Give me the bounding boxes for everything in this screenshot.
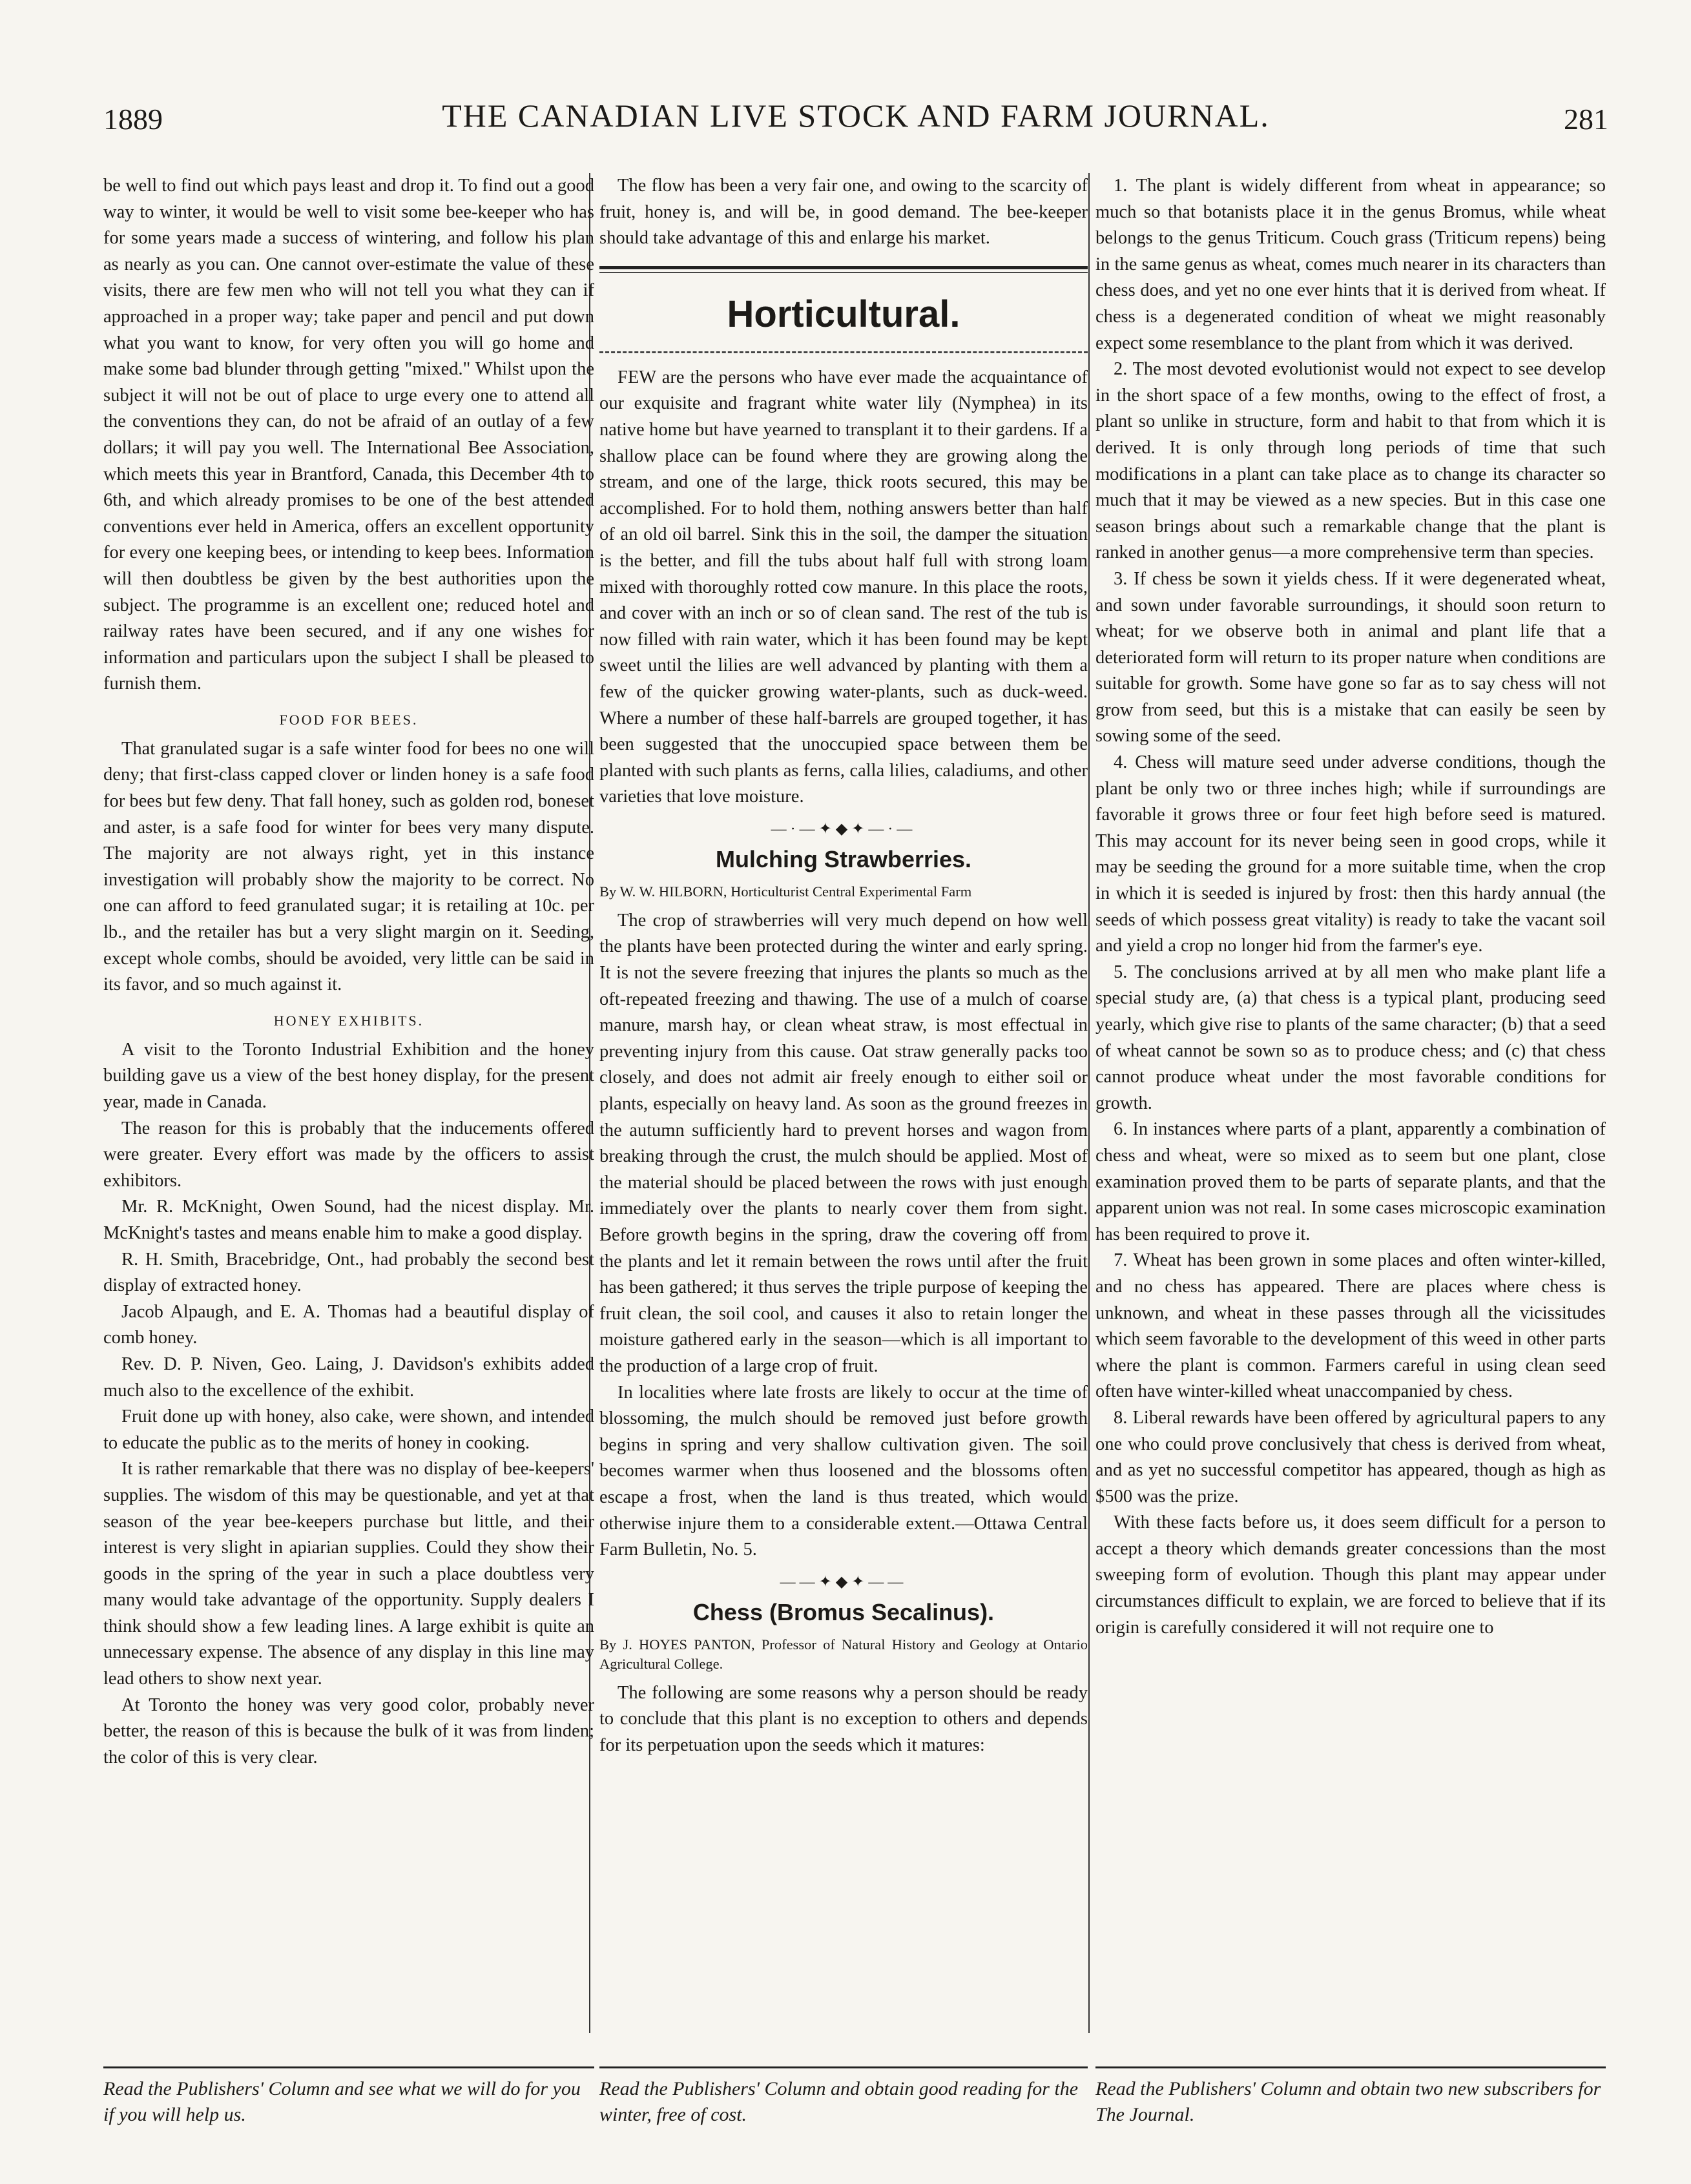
paragraph: That granulated sugar is a safe winter food for bees no one will deny; that first-class capped clover or linden honey is a safe food for bees but few deny. That fall honey, such as golden rod, boneset and aster, is a safe food for winter for bees very many dispute. The majority are not always right, yet in this instance investigation will probably show the majority to be correct. No one can afford to feed granulated sugar; it is retailing at 10c. per lb., and the retailer has but a very slight margin on it. Seeding, except whole combs, should be avoided, very little can be said in its favor, and so much against it. (103, 738, 594, 995)
page-header (103, 97, 1608, 149)
column-1 (103, 173, 594, 1771)
paragraph: 6. In instances where parts of a plant, apparently a combination of chess and wheat, were so mixed as to seem but one plant, close examination proved them to be parts of separate plants, and that the apparent union was not real. In some cases microscopic examination has been required to prove it. (1095, 1119, 1606, 1244)
column-2 (599, 173, 1088, 1759)
paragraph: 4. Chess will mature seed under adverse conditions, though the plant be only two or three inches high; while if surroundings are favorable it grows three or four feet high before seed is matured. This may account for its never being seen in good crops, while it may be seeding the ground for a more suitable time, when the crop in which it is seeded is injured by frost: then this hardy annual (the seeds of which possess great vitality) is ready to take the vacant soil and yield a crop no longer hid from the farmer's eye. (1095, 752, 1606, 956)
paragraph: A visit to the Toronto Industrial Exhibition and the honey building gave us a view of the best honey display, for the present year, made in Canada. (103, 1039, 594, 1112)
article-title-chess: Chess (Bromus Secalinus). (692, 1598, 995, 1625)
paragraph: 8. Liberal rewards have been offered by agricultural papers to any one who could prove conclusively that chess is derived from wheat, and as yet no successful competitor has appeared, though as high as $500 was the prize. (1095, 1407, 1606, 1507)
paragraph: At Toronto the honey was very good color, probably never better, the reason of this is because the bulk of it was from linden; the color of this is very clear. (103, 1695, 594, 1767)
byline: By W. W. HILBORN, Horticulturist Central Experimental Farm (599, 883, 972, 900)
paragraph: 7. Wheat has been grown in some places and often winter-killed, and no chess has appeared. There are places where chess is unknown, and wheat in these passes through all the vicissitudes which seem favorable to the development of this weed in other parts where the plant is common. Farmers careful in using clean seed often have winter-killed wheat unaccompanied by chess. (1095, 1250, 1606, 1402)
page-number: 281 (1564, 103, 1608, 136)
ornament-divider: ——✦◆✦—— (780, 1573, 908, 1591)
column-3 (1095, 173, 1606, 1641)
paragraph: 5. The conclusions arrived at by all men who make plant life a special study are, (a) that chess is a typical plant, producing seed yearly, which give rise to plants of the same character; (b) that a seed of wheat cannot be sown so as to produce chess; and (c) that chess cannot produce wheat under the most favorable conditions for growth. (1095, 962, 1606, 1113)
header-year: 1889 (103, 103, 163, 136)
article-title-mulching: Mulching Strawberries. (715, 845, 972, 872)
subheading-honey-exhibits: HONEY EXHIBITS. (273, 1012, 424, 1029)
paragraph: Fruit done up with honey, also cake, were shown, and intended to educate the public as to the merits of honey in cooking. (103, 1406, 594, 1453)
paragraph: FEW are the persons who have ever made the acquaintance of our exquisite and fragrant white water lily (Nymphea) in its native home but have yearned to transplant it to their gardens. If a shallow place can be found where they are growing along the stream, and one of the large, thick roots secured, this may be accomplished. For to hold them, nothing answers better than half of an old oil barrel. Sink this in the soil, the damper the situation is the better, and fill the tubs about half full with strong loam mixed with thoroughly rotted cow manure. In this place the roots, and cover with an inch or so of clean sand. The rest of the tub is now filled with rain water, which it has been found may be kept sweet until the lilies are well advanced by planting with them a few of the quicker growing water-plants, such as duck-weed. Where a number of these half-barrels are grouped together, it has been suggested that the unoccupied space between them be planted with such plants as ferns, calla lilies, caladiums, and other varieties that love moisture. (599, 367, 1088, 807)
paragraph: The reason for this is probably that the inducements offered were greater. Every effort was made by the officers to assist exhibitors. (103, 1118, 594, 1191)
section-rule (599, 272, 1088, 273)
paragraph: Rev. D. P. Niven, Geo. Laing, J. Davidson's exhibits added much also to the excellence of the exhibit. (103, 1354, 594, 1401)
paragraph: be well to find out which pays least and drop it. To find out a good way to winter, it would be well to visit some bee-keeper who has for some years made a success of wintering, and follow his plan as nearly as you can. One cannot over-estimate the value of these visits, there are few men who will not tell you what they can if approached in a proper way; take paper and pencil and put down what you want to know, for very often you will go home and make some bad blunder through getting "mixed." Whilst upon the subject it will not be out of place to urge every one to attend all the conventions they can, do not be afraid of an outlay of a few dollars; it will pay you well. The International Bee Association, which meets this year in Brantford, Canada, this December 4th to 6th, and which already promises to be one of the best attended conventions ever held in America, offers an excellent opportunity for every one keeping bees, or intending to keep bees. Information will then doubtless be given by the best authorities upon the subject. The programme is an excellent one; reduced hotel and railway rates have been secured, and if any one wishes for information and particulars upon the subject I shall be pleased to furnish them. (103, 176, 594, 694)
footer-note: Read the Publishers' Column and see what we will do for you if you will help us. (103, 2066, 594, 2134)
paragraph: The crop of strawberries will very much depend on how well the plants have been protected during the winter and early spring. It is not the severe freezing that injures the plants so much as the oft-repeated freezing and thawing. The use of a mulch of coarse manure, marsh hay, or clean wheat straw, is most effectual in preventing injury from this cause. Oat straw generally packs too closely, and does not admit air freely enough to either soil or plants, especially on heavy land. As soon as the ground freezes in the autumn sufficiently hard to prevent horses and wagon from breaking through the crust, the mulch should be applied. Most of the material should be placed between the rows with just enough immediately over the plants to nearly cover them from sight. Before growth begins in the spring, draw the covering off from the plants and let it remain between the rows until after the fruit has been gathered; it thus serves the triple purpose of keeping the fruit clean, the soil cool, and causes it also to retain longer the moisture gathered early in the season—which is all important to the production of a large crop of fruit. (599, 910, 1088, 1376)
paragraph: 2. The most devoted evolutionist would not expect to see develop in the short space of a few months, owing to the effect of frost, a plant so unlike in structure, form and habit to that from which it is derived. It is only through long periods of time that such modifications in a plant can take place as to change its character so much that it may be viewed as a new species. But in this case one season brings about such a remarkable change that the plant is ranked in another genus—a more comprehensive term than species. (1095, 359, 1606, 563)
column-rule (1088, 173, 1090, 2033)
byline: By J. HOYES PANTON, Professor of Natural History and Geology at Ontario Agricultural College. (599, 1636, 1088, 1672)
paragraph: Mr. R. McKnight, Owen Sound, had the nicest display. Mr. McKnight's tastes and means enable him to make a good display. (103, 1197, 594, 1243)
paragraph: The flow has been a very fair one, and owing to the scarcity of fruit, honey is, and will be, in good demand. The bee-keeper should take advantage of this and enlarge his market. (599, 176, 1088, 249)
section-title-horticultural: Horticultural. (727, 293, 960, 335)
paragraph: 3. If chess be sown it yields chess. If it were degenerated wheat, and sown under favorable surroundings, it should soon return to wheat; for we observe both in animal and plant life that a deteriorated form will return to its proper nature when conditions are suitable for growth. Some have gone so far as to say chess will not grow from seed, but this is a mistake that can easily be seen by sowing some of the seed. (1095, 568, 1606, 747)
footer-note: Read the Publishers' Column and obtain two new subscribers for The Journal. (1095, 2066, 1606, 2134)
section-rule (599, 351, 1088, 353)
paragraph: In localities where late frosts are likely to occur at the time of blossoming, the mulch should be removed just before growth begins in spring and very shallow cultivation given. The soil becomes warmer when thus loosened and the blossoms often escape a frost, when the land is thus treated, which would otherwise injure them to a considerable extent.—Ottawa Central Farm Bulletin, No. 5. (599, 1382, 1088, 1560)
paragraph: Jacob Alpaugh, and E. A. Thomas had a beautiful display of comb honey. (103, 1301, 594, 1348)
paragraph: It is rather remarkable that there was no display of bee-keepers' supplies. The wisdom of this may be questionable, and yet at that season of the year bee-keepers purchase but little, and their interest is very slight in apiarian supplies. Could they show their goods in the spring of the year in such a place doubtless very many would take advantage of the opportunity. Supply dealers I think should show a few leading lines. A large exhibit is quite an unnecessary expense. The absence of any display in this line may lead others to show next year. (103, 1459, 594, 1689)
paragraph: 1. The plant is widely different from wheat in appearance; so much so that botanists place it in the genus Bromus, while wheat belongs to the genus Triticum. Couch grass (Triticum repens) being in the same genus as wheat, comes much nearer in its characters than chess does, and yet no one ever hints that it is derived from wheat. If chess is a degenerated condition of wheat we might reasonably expect some resemblance to the plant from which it was derived. (1095, 176, 1606, 353)
paragraph: The following are some reasons why a person should be ready to conclude that this plant is no exception to others and depends for its perpetuation upon the seeds which it matures: (599, 1682, 1088, 1755)
footer-note: Read the Publishers' Column and obtain good reading for the winter, free of cost. (599, 2066, 1088, 2134)
subheading-food-for-bees: FOOD FOR BEES. (279, 711, 419, 728)
paragraph: R. H. Smith, Bracebridge, Ont., had probably the second best display of extracted honey. (103, 1249, 594, 1296)
ornament-divider: —·—✦◆✦—·— (771, 820, 917, 838)
paragraph: With these facts before us, it does seem difficult for a person to accept a theory which demands greater concessions than the most sweeping form of evolution. Though this plant may appear under circumstances difficult to explain, we are forced to believe that if its origin is carefully considered it will not require one to (1095, 1512, 1606, 1638)
journal-title: THE CANADIAN LIVE STOCK AND FARM JOURNAL. (442, 98, 1270, 134)
section-rule (599, 266, 1088, 269)
